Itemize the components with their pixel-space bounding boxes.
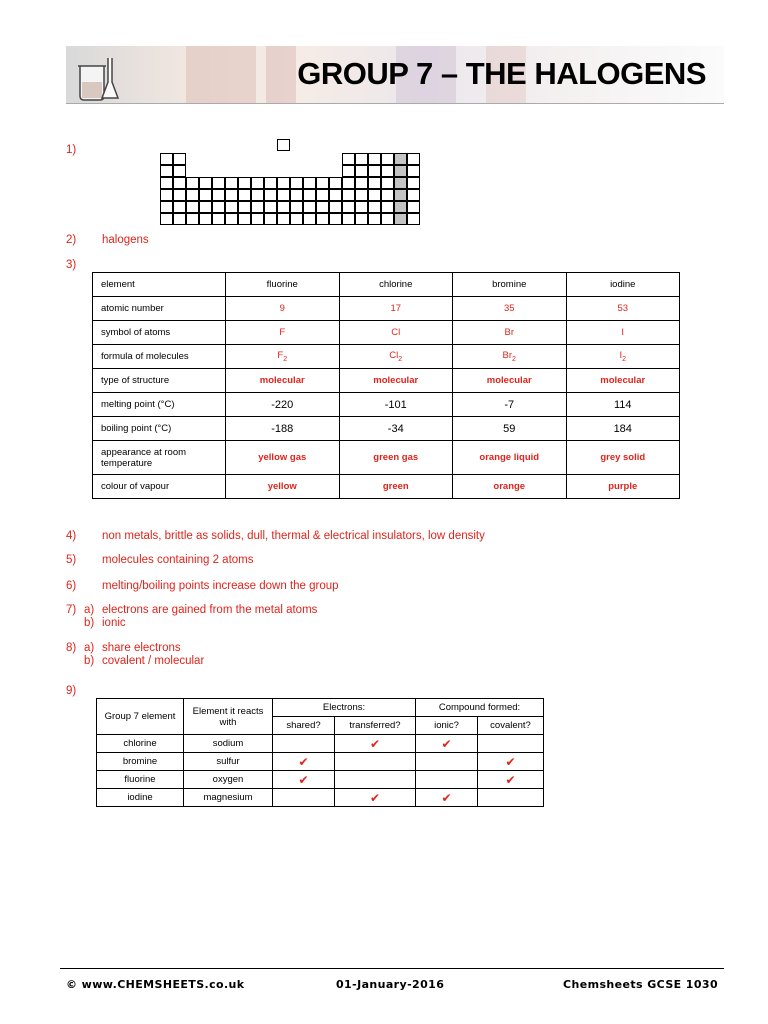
periodic-cell	[381, 165, 394, 177]
data-cell: yellow gas	[226, 441, 340, 475]
header-cell: Compound formed:	[416, 699, 544, 717]
periodic-cell	[407, 213, 420, 225]
data-cell: 53	[566, 297, 680, 321]
data-cell: orange	[453, 475, 567, 499]
periodic-cell	[290, 177, 303, 189]
periodic-cell	[277, 189, 290, 201]
periodic-cell-group7	[394, 201, 407, 213]
periodic-cell	[186, 213, 199, 225]
periodic-cell	[199, 189, 212, 201]
table-row	[93, 475, 680, 499]
periodic-cell	[407, 201, 420, 213]
row-label: formula of molecules	[93, 345, 226, 369]
answer-text: share electrons	[102, 642, 181, 654]
check-mark-icon: ✔	[478, 753, 544, 771]
glassware-icon	[74, 52, 120, 102]
part-label: b)	[84, 617, 95, 629]
periodic-cell	[368, 177, 381, 189]
header-cell: Electrons:	[273, 699, 416, 717]
periodic-cell	[212, 213, 225, 225]
table-row	[97, 735, 544, 753]
table-row	[97, 771, 544, 789]
data-cell: 184	[566, 417, 680, 441]
data-cell: -220	[226, 393, 340, 417]
empty-cell	[478, 789, 544, 807]
periodic-cell	[407, 165, 420, 177]
footer-sheet-code: Chemsheets GCSE 1030	[563, 978, 718, 991]
periodic-cell	[225, 189, 238, 201]
data-cell: molecular	[339, 369, 453, 393]
periodic-cell	[407, 177, 420, 189]
data-cell: green gas	[339, 441, 453, 475]
periodic-cell	[355, 213, 368, 225]
periodic-cell	[368, 153, 381, 165]
check-mark-icon: ✔	[273, 771, 335, 789]
periodic-cell	[160, 165, 173, 177]
data-cell: 59	[453, 417, 567, 441]
column-header: element	[93, 273, 226, 297]
header-cell: ionic?	[416, 717, 478, 735]
periodic-cell	[264, 189, 277, 201]
subscript: 2	[283, 355, 288, 363]
periodic-cell	[342, 165, 355, 177]
data-cell: molecular	[453, 369, 567, 393]
periodic-cell-group7	[394, 177, 407, 189]
question-number: 2)	[66, 234, 77, 246]
empty-cell	[335, 753, 416, 771]
data-cell: -34	[339, 417, 453, 441]
periodic-cell	[199, 213, 212, 225]
footer-date: 01-January-2016	[336, 978, 445, 991]
data-cell: Br	[453, 321, 567, 345]
data-cell: 9	[226, 297, 340, 321]
empty-cell	[416, 753, 478, 771]
check-mark-icon: ✔	[335, 735, 416, 753]
periodic-cell	[355, 177, 368, 189]
periodic-cell	[329, 189, 342, 201]
periodic-cell	[342, 177, 355, 189]
answer-text: halogens	[102, 234, 149, 246]
periodic-cell	[303, 201, 316, 213]
periodic-cell	[381, 153, 394, 165]
periodic-cell	[173, 189, 186, 201]
periodic-cell	[173, 165, 186, 177]
periodic-cell	[303, 189, 316, 201]
periodic-cell	[225, 177, 238, 189]
periodic-cell	[342, 189, 355, 201]
check-mark-icon: ✔	[416, 735, 478, 753]
periodic-cell	[238, 189, 251, 201]
periodic-cell	[160, 213, 173, 225]
periodic-cell	[355, 189, 368, 201]
footer-rule	[60, 968, 724, 969]
periodic-cell	[381, 189, 394, 201]
empty-cell	[478, 735, 544, 753]
periodic-cell	[212, 201, 225, 213]
periodic-cell	[290, 213, 303, 225]
periodic-cell	[173, 201, 186, 213]
data-cell: -7	[453, 393, 567, 417]
table-header-row	[93, 273, 680, 297]
periodic-cell	[368, 189, 381, 201]
periodic-cell-group7	[394, 189, 407, 201]
row-label: melting point (°C)	[93, 393, 226, 417]
answer-text: electrons are gained from the metal atoms	[102, 604, 318, 616]
periodic-cell	[303, 213, 316, 225]
periodic-cell	[160, 177, 173, 189]
periodic-cell	[264, 213, 277, 225]
halogen-properties-table	[92, 272, 680, 499]
part-label: a)	[84, 642, 95, 654]
periodic-cell	[225, 201, 238, 213]
part-label: b)	[84, 655, 95, 667]
check-mark-icon: ✔	[335, 789, 416, 807]
question-number: 3)	[66, 259, 77, 271]
data-cell: molecular	[226, 369, 340, 393]
header-banner	[66, 46, 724, 104]
group7-element-cell: chlorine	[97, 735, 184, 753]
table-row	[93, 345, 680, 369]
row-label: atomic number	[93, 297, 226, 321]
empty-cell	[273, 735, 335, 753]
question-number: 4)	[66, 530, 77, 542]
periodic-cell	[329, 201, 342, 213]
periodic-cell-group7	[394, 165, 407, 177]
data-cell: $I_2$	[566, 345, 680, 369]
periodic-cell	[407, 153, 420, 165]
row-label: colour of vapour	[93, 475, 226, 499]
periodic-cell	[251, 213, 264, 225]
header-cell: shared?	[273, 717, 335, 735]
header-cell: transferred?	[335, 717, 416, 735]
answer-text: molecules containing 2 atoms	[102, 554, 254, 566]
data-cell: 17	[339, 297, 453, 321]
answer-text: covalent / molecular	[102, 655, 205, 667]
periodic-cell	[225, 213, 238, 225]
periodic-cell	[186, 201, 199, 213]
periodic-cell	[329, 177, 342, 189]
data-cell: green	[339, 475, 453, 499]
periodic-cell	[381, 177, 394, 189]
group7-element-cell: iodine	[97, 789, 184, 807]
periodic-cell-group7	[394, 153, 407, 165]
periodic-cell	[199, 177, 212, 189]
periodic-cell	[277, 213, 290, 225]
periodic-cell	[251, 177, 264, 189]
data-cell: -101	[339, 393, 453, 417]
periodic-cell	[173, 213, 186, 225]
periodic-cell	[368, 201, 381, 213]
column-header: fluorine	[226, 273, 340, 297]
periodic-cell	[342, 213, 355, 225]
header-cell: covalent?	[478, 717, 544, 735]
column-header: iodine	[566, 273, 680, 297]
reacting-element-cell: sodium	[184, 735, 273, 753]
empty-cell	[416, 771, 478, 789]
periodic-cell-group7	[394, 213, 407, 225]
row-label: type of structure	[93, 369, 226, 393]
periodic-cell	[212, 189, 225, 201]
periodic-cell	[173, 177, 186, 189]
data-cell: $Cl_2$	[339, 345, 453, 369]
column-header: bromine	[453, 273, 567, 297]
data-cell: -188	[226, 417, 340, 441]
periodic-cell	[316, 189, 329, 201]
reacting-element-cell: magnesium	[184, 789, 273, 807]
periodic-cell	[407, 189, 420, 201]
periodic-cell	[277, 201, 290, 213]
table-row	[93, 393, 680, 417]
data-cell: 35	[453, 297, 567, 321]
group7-element-cell: bromine	[97, 753, 184, 771]
periodic-cell	[238, 201, 251, 213]
data-cell: $F_2$	[226, 345, 340, 369]
check-mark-icon: ✔	[273, 753, 335, 771]
periodic-cell	[238, 177, 251, 189]
table-row	[97, 789, 544, 807]
row-label: symbol of atoms	[93, 321, 226, 345]
periodic-cell	[212, 177, 225, 189]
header-cell: Group 7 element	[97, 699, 184, 735]
answer-text: ionic	[102, 617, 126, 629]
periodic-cell	[251, 201, 264, 213]
subscript: 2	[398, 355, 403, 363]
periodic-cell	[368, 165, 381, 177]
empty-cell	[273, 789, 335, 807]
periodic-cell	[264, 201, 277, 213]
periodic-cell	[238, 213, 251, 225]
question-number: 7)	[66, 604, 77, 616]
periodic-cell	[290, 201, 303, 213]
row-label: boiling point (°C)	[93, 417, 226, 441]
header-cell: Element it reacts with	[184, 699, 273, 735]
periodic-cell	[186, 189, 199, 201]
periodic-cell	[277, 177, 290, 189]
periodic-cell	[173, 153, 186, 165]
periodic-cell	[355, 201, 368, 213]
periodic-cell	[381, 213, 394, 225]
periodic-cell	[186, 177, 199, 189]
table-row	[93, 441, 680, 475]
data-cell: yellow	[226, 475, 340, 499]
periodic-cell	[342, 153, 355, 165]
periodic-cell	[368, 213, 381, 225]
table-row	[93, 321, 680, 345]
reaction-table	[96, 698, 544, 807]
data-cell: 114	[566, 393, 680, 417]
periodic-cell	[290, 189, 303, 201]
periodic-cell	[160, 153, 173, 165]
group7-element-cell: fluorine	[97, 771, 184, 789]
check-mark-icon: ✔	[478, 771, 544, 789]
data-cell: molecular	[566, 369, 680, 393]
data-cell: I	[566, 321, 680, 345]
data-cell: purple	[566, 475, 680, 499]
data-cell: orange liquid	[453, 441, 567, 475]
subscript: 2	[622, 355, 627, 363]
subscript: 2	[512, 355, 516, 363]
reacting-element-cell: oxygen	[184, 771, 273, 789]
question-number: 6)	[66, 580, 77, 592]
periodic-cell	[316, 177, 329, 189]
periodic-cell	[355, 165, 368, 177]
check-mark-icon: ✔	[416, 789, 478, 807]
data-cell: F	[226, 321, 340, 345]
periodic-cell	[316, 201, 329, 213]
periodic-cell	[251, 189, 264, 201]
data-cell: $Br_2$	[453, 345, 567, 369]
question-number: 9)	[66, 685, 77, 697]
periodic-cell	[277, 139, 290, 151]
data-cell: grey solid	[566, 441, 680, 475]
periodic-cell	[264, 177, 277, 189]
column-header: chlorine	[339, 273, 453, 297]
question-number: 5)	[66, 554, 77, 566]
reacting-element-cell: sulfur	[184, 753, 273, 771]
table-row	[93, 297, 680, 321]
question-number: 1)	[66, 144, 77, 156]
periodic-cell	[381, 201, 394, 213]
empty-cell	[335, 771, 416, 789]
table-row	[93, 417, 680, 441]
answer-text: non metals, brittle as solids, dull, thermal & electrical insulators, low density	[102, 530, 485, 542]
answer-text: melting/boiling points increase down the group	[102, 580, 339, 592]
table-row	[93, 369, 680, 393]
data-cell: Cl	[339, 321, 453, 345]
periodic-cell	[329, 213, 342, 225]
row-label: appearance at room temperature	[93, 441, 226, 475]
table-row	[97, 753, 544, 771]
periodic-cell	[160, 201, 173, 213]
periodic-cell	[199, 201, 212, 213]
periodic-cell	[355, 153, 368, 165]
periodic-cell	[342, 201, 355, 213]
part-label: a)	[84, 604, 95, 616]
periodic-cell	[303, 177, 316, 189]
periodic-cell	[316, 213, 329, 225]
periodic-cell	[160, 189, 173, 201]
header-rule	[66, 103, 724, 104]
question-number: 8)	[66, 642, 77, 654]
page-title: GROUP 7 – THE HALOGENS	[297, 56, 706, 91]
footer-copyright: © www.CHEMSHEETS.co.uk	[66, 978, 245, 991]
